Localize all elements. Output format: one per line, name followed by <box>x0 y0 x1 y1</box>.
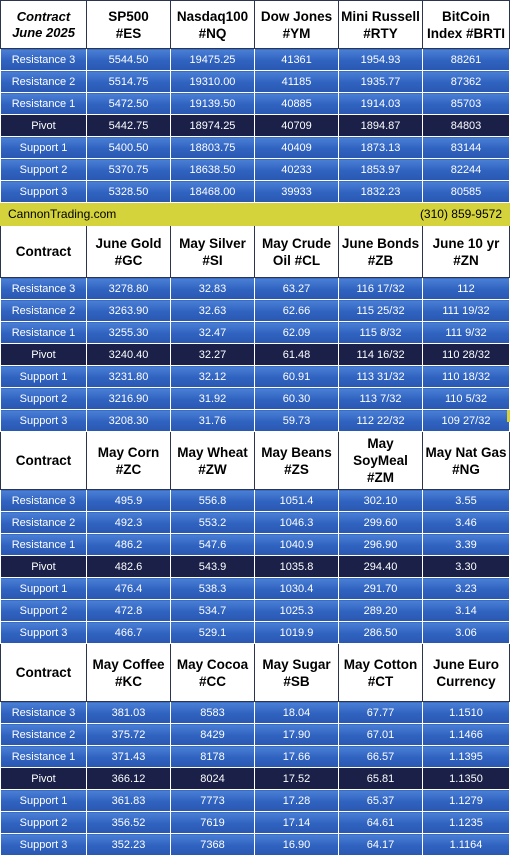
level-value: 8429 <box>171 724 255 746</box>
contract-name-cell <box>171 226 255 278</box>
level-row <box>1 746 510 768</box>
level-value: 534.7 <box>171 600 255 622</box>
contract-name-line: May Cocoa <box>176 656 249 672</box>
contract-name-line: #ZM <box>367 470 394 485</box>
contract-name-line: June 10 yr <box>432 235 500 251</box>
level-value: 543.9 <box>171 556 255 578</box>
level-value: 476.4 <box>87 578 171 600</box>
level-label: Pivot <box>1 556 87 578</box>
contract-name-line: May <box>367 436 394 451</box>
level-value: 8178 <box>171 746 255 768</box>
level-value: 32.63 <box>171 300 255 322</box>
level-value: 3.06 <box>423 622 510 644</box>
level-value: 495.9 <box>87 490 171 512</box>
level-value: 1025.3 <box>255 600 339 622</box>
contract-header-cell <box>1 226 87 278</box>
level-value: 375.72 <box>87 724 171 746</box>
level-value: 547.6 <box>171 534 255 556</box>
level-value: 41185 <box>255 71 339 93</box>
level-value: 16.90 <box>255 834 339 856</box>
level-label: Resistance 2 <box>1 71 87 93</box>
level-value: 18638.50 <box>171 159 255 181</box>
level-value: 1914.03 <box>339 93 423 115</box>
level-value: 110 28/32 <box>423 344 510 366</box>
level-label: Resistance 1 <box>1 93 87 115</box>
level-value: 1046.3 <box>255 512 339 534</box>
level-value: 39933 <box>255 181 339 203</box>
level-value: 3.39 <box>423 534 510 556</box>
level-value: 299.60 <box>339 512 423 534</box>
level-value: 19139.50 <box>171 93 255 115</box>
contract-name-line: May Wheat <box>177 444 248 460</box>
section-header <box>1 644 510 702</box>
contract-name-cell <box>87 644 171 702</box>
level-value: 1040.9 <box>255 534 339 556</box>
level-value: 8583 <box>171 702 255 724</box>
level-row <box>1 534 510 556</box>
level-value: 5400.50 <box>87 137 171 159</box>
contract-name-cell <box>339 1 423 49</box>
level-value: 41361 <box>255 49 339 71</box>
level-value: 18468.00 <box>171 181 255 203</box>
contract-name-line: #RTY <box>363 25 398 41</box>
contract-header-line: Contract <box>15 665 72 680</box>
contract-name-cell <box>87 1 171 49</box>
level-row <box>1 790 510 812</box>
level-row <box>1 812 510 834</box>
level-value: 60.30 <box>255 388 339 410</box>
level-label: Resistance 3 <box>1 49 87 71</box>
contract-name-line: BitCoin <box>442 8 490 24</box>
contract-name-line: Nasdaq100 <box>176 8 249 24</box>
level-value: 32.83 <box>171 278 255 300</box>
level-value: 3.55 <box>423 490 510 512</box>
level-value: 17.52 <box>255 768 339 790</box>
level-value: 538.3 <box>171 578 255 600</box>
level-row <box>1 410 510 432</box>
level-value: 112 22/32 <box>339 410 423 432</box>
pivot-row <box>1 768 510 790</box>
level-value: 3208.30 <box>87 410 171 432</box>
level-label: Support 1 <box>1 137 87 159</box>
pivot-row <box>1 115 510 137</box>
level-value: 3263.90 <box>87 300 171 322</box>
contract-name-cell <box>339 432 423 490</box>
level-row <box>1 93 510 115</box>
contract-name-cell <box>423 1 510 49</box>
level-label: Support 3 <box>1 834 87 856</box>
level-value: 486.2 <box>87 534 171 556</box>
level-value: 115 25/32 <box>339 300 423 322</box>
level-value: 1832.23 <box>339 181 423 203</box>
section-header <box>1 226 510 278</box>
level-value: 61.48 <box>255 344 339 366</box>
contract-name-line: #ZC <box>115 461 142 477</box>
level-value: 110 18/32 <box>423 366 510 388</box>
level-value: 1935.77 <box>339 71 423 93</box>
level-value: 40885 <box>255 93 339 115</box>
level-value: 17.28 <box>255 790 339 812</box>
level-value: 553.2 <box>171 512 255 534</box>
level-value: 1051.4 <box>255 490 339 512</box>
level-value: 1035.8 <box>255 556 339 578</box>
level-value: 62.09 <box>255 322 339 344</box>
contract-name-line: June Euro <box>432 656 499 672</box>
contract-name-line: May Crude <box>261 235 332 251</box>
contract-name-line: Currency <box>436 673 496 689</box>
contract-name-cell <box>255 432 339 490</box>
level-value: 18.04 <box>255 702 339 724</box>
contract-name-cell <box>171 432 255 490</box>
level-value: 1.1510 <box>423 702 510 724</box>
level-value: 18803.75 <box>171 137 255 159</box>
level-value: 40233 <box>255 159 339 181</box>
website-link[interactable]: CannonTrading.com <box>1 203 255 226</box>
level-label: Support 2 <box>1 812 87 834</box>
level-value: 5472.50 <box>87 93 171 115</box>
level-value: 381.03 <box>87 702 171 724</box>
level-value: 3.23 <box>423 578 510 600</box>
pivot-row <box>1 344 510 366</box>
contract-name-line: May Corn <box>97 444 160 460</box>
contract-name-cell <box>171 1 255 49</box>
level-value: 67.01 <box>339 724 423 746</box>
level-label: Resistance 3 <box>1 490 87 512</box>
level-row <box>1 159 510 181</box>
level-value: 1.1164 <box>423 834 510 856</box>
level-value: 3.30 <box>423 556 510 578</box>
level-row <box>1 300 510 322</box>
level-row <box>1 834 510 856</box>
level-value: 112 <box>423 278 510 300</box>
contract-name-cell <box>255 1 339 49</box>
contract-name-line: #ZN <box>453 252 479 268</box>
level-value: 1853.97 <box>339 159 423 181</box>
contract-header-line: Contract <box>15 453 72 468</box>
level-value: 5370.75 <box>87 159 171 181</box>
phone-number: (310) 859-9572 <box>255 203 510 226</box>
section-header <box>1 432 510 490</box>
contract-name-line: #ES <box>115 25 142 41</box>
contract-name-line: May Cotton <box>343 656 418 672</box>
level-value: 31.76 <box>171 410 255 432</box>
level-value: 356.52 <box>87 812 171 834</box>
level-value: 529.1 <box>171 622 255 644</box>
level-value: 32.47 <box>171 322 255 344</box>
contract-name-line: #CC <box>198 673 226 689</box>
level-value: 472.8 <box>87 600 171 622</box>
contract-name-cell <box>423 432 510 490</box>
level-row <box>1 278 510 300</box>
contract-name-cell <box>339 226 423 278</box>
contract-name-line: May Nat Gas <box>425 444 507 460</box>
level-label: Resistance 1 <box>1 746 87 768</box>
contract-name-line: #ZS <box>284 461 309 477</box>
level-label: Support 1 <box>1 366 87 388</box>
level-row <box>1 181 510 203</box>
contract-header-cell <box>1 1 87 49</box>
level-value: 115 8/32 <box>339 322 423 344</box>
contract-name-line: #NG <box>452 461 480 477</box>
level-row <box>1 49 510 71</box>
level-value: 3278.80 <box>87 278 171 300</box>
level-row <box>1 322 510 344</box>
level-value: 291.70 <box>339 578 423 600</box>
level-value: 80585 <box>423 181 510 203</box>
contract-name-cell <box>423 644 510 702</box>
level-value: 7368 <box>171 834 255 856</box>
contract-name-line: #KC <box>114 673 142 689</box>
level-value: 60.91 <box>255 366 339 388</box>
level-value: 83144 <box>423 137 510 159</box>
level-row <box>1 512 510 534</box>
level-value: 366.12 <box>87 768 171 790</box>
contract-name-line: June Gold <box>95 235 162 251</box>
level-value: 1.1235 <box>423 812 510 834</box>
level-value: 66.57 <box>339 746 423 768</box>
level-label: Support 1 <box>1 790 87 812</box>
level-label: Pivot <box>1 115 87 137</box>
contract-name-line: #SB <box>283 673 310 689</box>
level-label: Support 2 <box>1 388 87 410</box>
level-value: 59.73 <box>255 410 339 432</box>
level-label: Resistance 2 <box>1 512 87 534</box>
level-value: 1954.93 <box>339 49 423 71</box>
level-value: 361.83 <box>87 790 171 812</box>
level-value: 109 27/32 <box>423 410 510 432</box>
level-value: 3.46 <box>423 512 510 534</box>
level-row <box>1 388 510 410</box>
level-label: Resistance 2 <box>1 724 87 746</box>
contract-name-line: #ZB <box>367 252 394 268</box>
level-value: 294.40 <box>339 556 423 578</box>
contract-header-line: Contract <box>15 244 72 259</box>
contract-header-cell <box>1 644 87 702</box>
level-value: 88261 <box>423 49 510 71</box>
contract-name-line: May Beans <box>261 444 332 460</box>
contract-name-line: June Bonds <box>341 235 420 251</box>
contract-name-line: May Sugar <box>262 656 331 672</box>
level-value: 19475.25 <box>171 49 255 71</box>
level-value: 84803 <box>423 115 510 137</box>
contract-name-line: Dow Jones <box>260 8 333 24</box>
level-value: 289.20 <box>339 600 423 622</box>
level-row <box>1 137 510 159</box>
contract-name-line: #CT <box>367 673 394 689</box>
contract-name-cell <box>255 644 339 702</box>
level-value: 17.14 <box>255 812 339 834</box>
level-value: 114 16/32 <box>339 344 423 366</box>
level-value: 1.1279 <box>423 790 510 812</box>
level-row <box>1 622 510 644</box>
level-label: Resistance 3 <box>1 278 87 300</box>
level-value: 87362 <box>423 71 510 93</box>
contract-name-line: #NQ <box>198 25 227 41</box>
level-value: 67.77 <box>339 702 423 724</box>
level-value: 40709 <box>255 115 339 137</box>
level-label: Support 1 <box>1 578 87 600</box>
level-row <box>1 600 510 622</box>
contract-name-line: #ZW <box>198 461 227 477</box>
level-label: Pivot <box>1 344 87 366</box>
level-value: 111 9/32 <box>423 322 510 344</box>
contract-header-line: June 2025 <box>12 24 75 40</box>
level-value: 5442.75 <box>87 115 171 137</box>
level-label: Resistance 1 <box>1 534 87 556</box>
level-value: 19310.00 <box>171 71 255 93</box>
contact-banner <box>1 203 510 226</box>
level-value: 18974.25 <box>171 115 255 137</box>
level-value: 3216.90 <box>87 388 171 410</box>
contract-header-line: Contract <box>16 8 71 24</box>
level-row <box>1 578 510 600</box>
level-value: 64.17 <box>339 834 423 856</box>
section-header <box>1 1 510 49</box>
level-value: 556.8 <box>171 490 255 512</box>
contract-name-cell <box>87 432 171 490</box>
level-value: 63.27 <box>255 278 339 300</box>
level-value: 64.61 <box>339 812 423 834</box>
level-label: Resistance 1 <box>1 322 87 344</box>
level-value: 62.66 <box>255 300 339 322</box>
level-row <box>1 71 510 93</box>
level-value: 40409 <box>255 137 339 159</box>
level-value: 1873.13 <box>339 137 423 159</box>
contract-name-cell <box>87 226 171 278</box>
level-value: 5544.50 <box>87 49 171 71</box>
level-value: 5328.50 <box>87 181 171 203</box>
level-value: 482.6 <box>87 556 171 578</box>
contract-name-cell <box>423 226 510 278</box>
level-value: 82244 <box>423 159 510 181</box>
level-value: 1019.9 <box>255 622 339 644</box>
level-value: 3240.40 <box>87 344 171 366</box>
level-value: 296.90 <box>339 534 423 556</box>
contract-name-line: #YM <box>282 25 311 41</box>
contract-header-cell <box>1 432 87 490</box>
level-value: 113 7/32 <box>339 388 423 410</box>
level-value: 352.23 <box>87 834 171 856</box>
level-row <box>1 366 510 388</box>
level-value: 116 17/32 <box>339 278 423 300</box>
contract-name-line: May Coffee <box>92 656 165 672</box>
level-value: 3255.30 <box>87 322 171 344</box>
level-value: 7773 <box>171 790 255 812</box>
level-value: 3231.80 <box>87 366 171 388</box>
level-value: 32.27 <box>171 344 255 366</box>
level-value: 302.10 <box>339 490 423 512</box>
level-value: 1.1350 <box>423 768 510 790</box>
level-value: 17.66 <box>255 746 339 768</box>
contract-name-line: SP500 <box>108 8 149 24</box>
contract-name-line: #SI <box>202 252 223 268</box>
contract-name-line: #GC <box>114 252 143 268</box>
contract-name-line: May Silver <box>179 235 246 251</box>
level-value: 466.7 <box>87 622 171 644</box>
level-value: 492.3 <box>87 512 171 534</box>
level-value: 286.50 <box>339 622 423 644</box>
level-value: 371.43 <box>87 746 171 768</box>
contract-name-line: Index #BRTI <box>426 25 505 41</box>
level-value: 3.14 <box>423 600 510 622</box>
level-value: 7619 <box>171 812 255 834</box>
contract-name-line: SoyMeal <box>353 453 408 468</box>
level-value: 1894.87 <box>339 115 423 137</box>
level-label: Support 2 <box>1 159 87 181</box>
level-value: 85703 <box>423 93 510 115</box>
contract-name-line: Oil #CL <box>272 252 321 268</box>
level-row <box>1 702 510 724</box>
level-label: Support 3 <box>1 181 87 203</box>
level-value: 5514.75 <box>87 71 171 93</box>
level-label: Support 2 <box>1 600 87 622</box>
contract-name-cell <box>171 644 255 702</box>
pivot-row <box>1 556 510 578</box>
level-label: Support 3 <box>1 622 87 644</box>
level-value: 17.90 <box>255 724 339 746</box>
level-value: 32.12 <box>171 366 255 388</box>
level-value: 1030.4 <box>255 578 339 600</box>
level-value: 113 31/32 <box>339 366 423 388</box>
level-value: 65.81 <box>339 768 423 790</box>
level-value: 110 5/32 <box>423 388 510 410</box>
level-value: 31.92 <box>171 388 255 410</box>
level-value: 1.1466 <box>423 724 510 746</box>
level-row <box>1 724 510 746</box>
contract-name-cell <box>255 226 339 278</box>
level-label: Resistance 3 <box>1 702 87 724</box>
level-value: 1.1395 <box>423 746 510 768</box>
level-value: 8024 <box>171 768 255 790</box>
contract-name-line: Mini Russell <box>341 8 420 24</box>
contract-name-cell <box>339 644 423 702</box>
level-value: 111 19/32 <box>423 300 510 322</box>
level-label: Support 3 <box>1 410 87 432</box>
level-row <box>1 490 510 512</box>
level-label: Pivot <box>1 768 87 790</box>
level-value: 65.37 <box>339 790 423 812</box>
level-label: Resistance 2 <box>1 300 87 322</box>
